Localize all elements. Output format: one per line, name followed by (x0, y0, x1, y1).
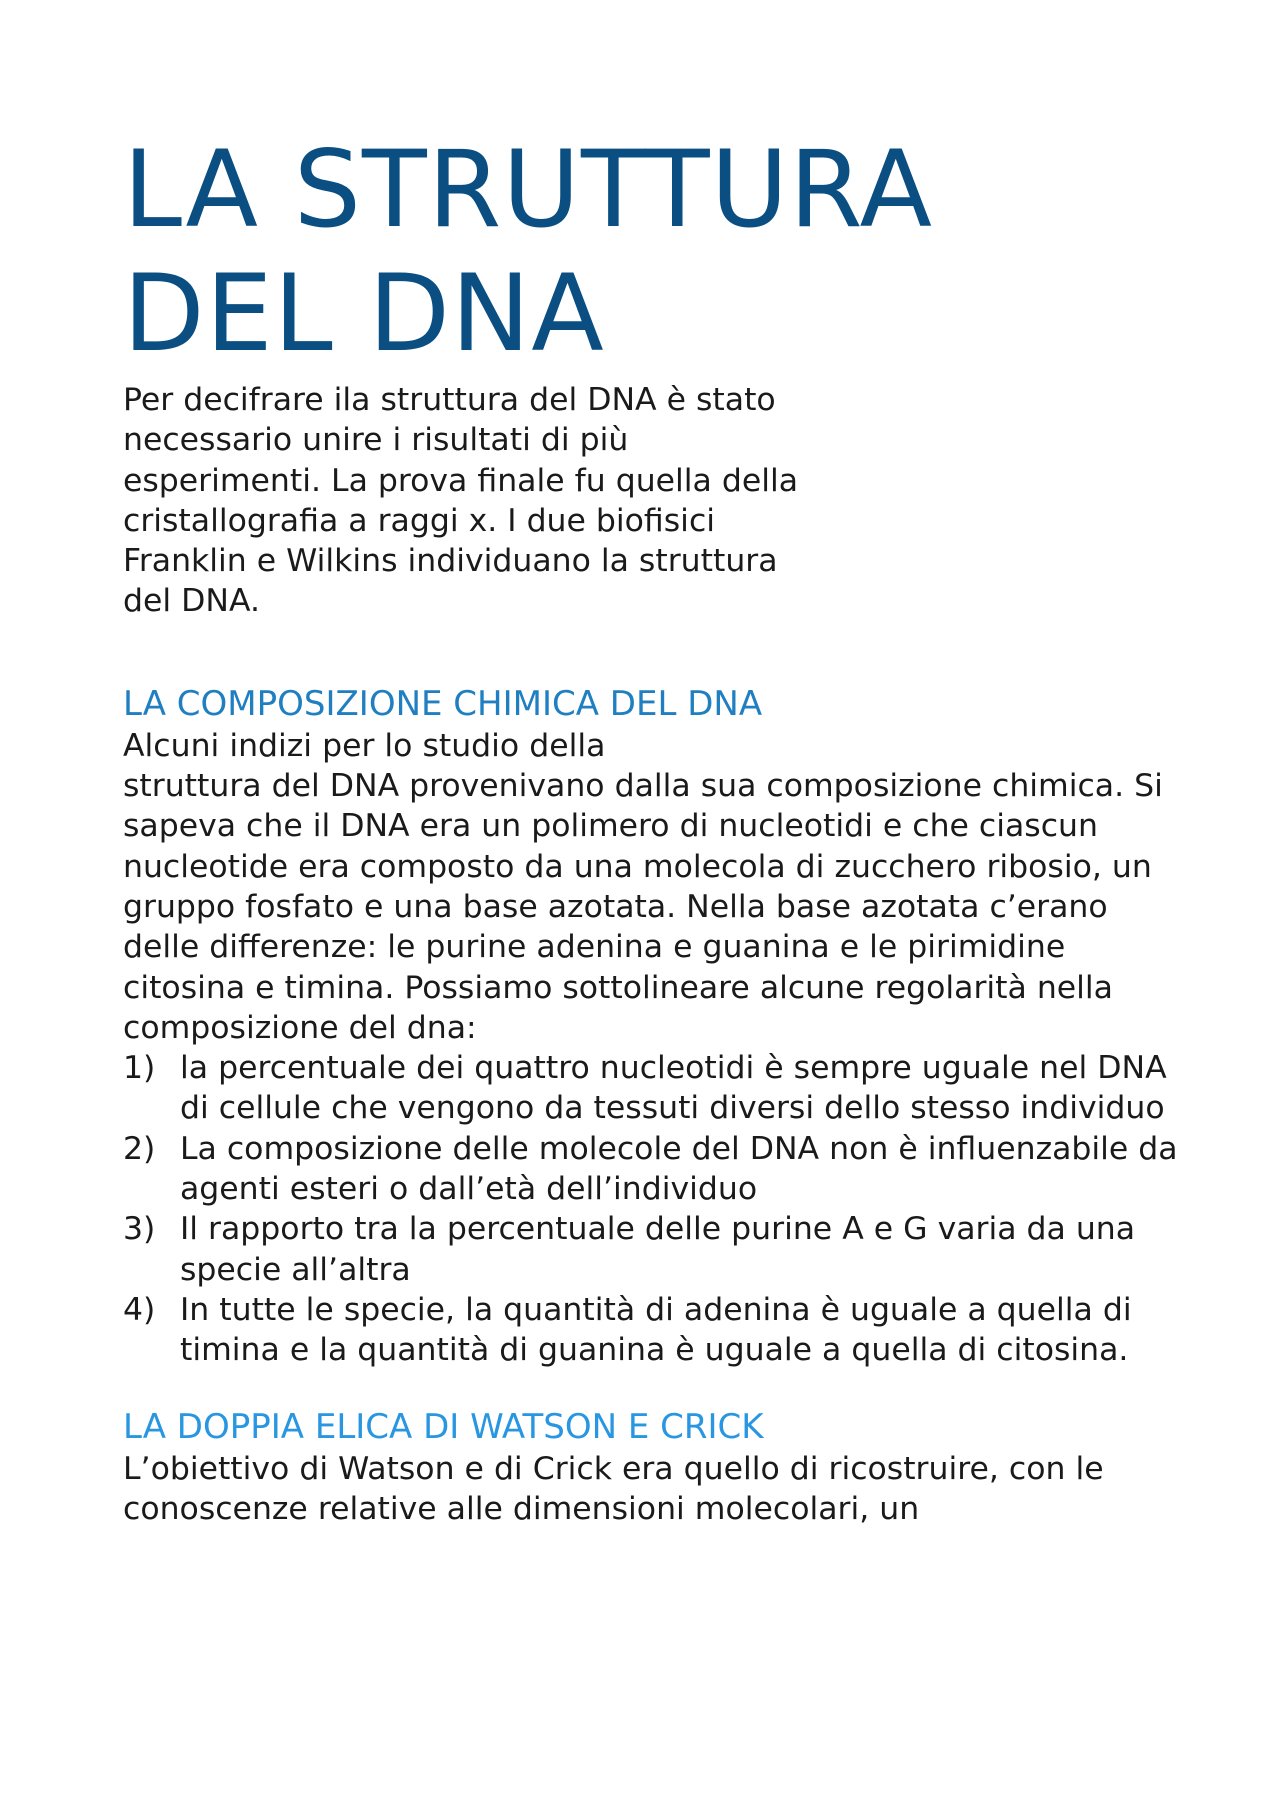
paragraph-first-line: Alcuni indizi per lo studio della (123, 727, 606, 764)
document-title (123, 128, 1183, 376)
list-item-text: Il rapporto tra la percentuale delle purine A e G varia da una specie all’altra (180, 1211, 1136, 1288)
document-page (123, 128, 1183, 1529)
list-item (123, 1129, 1183, 1210)
title-line-1: LA STRUTTURA (123, 128, 934, 251)
double-helix-paragraph: L’obiettivo di Watson e di Crick era quello di ricostruire, con le conoscenze relative alle dimensioni molecolari, un (123, 1450, 1104, 1527)
list-item-text: la percentuale dei quattro nucleotidi è sempre uguale nel DNA di cellule che vengono da tessuti diversi dello stesso individuo (180, 1050, 1167, 1127)
intro-paragraph: Per decifrare ila struttura del DNA è stato necessario unire i risultati di più esperimenti. La prova finale fu quella della cristallografia a raggi x. I due biofisici Franklin e Wilkins individuano la struttura del DNA. (123, 382, 799, 620)
list-item-number: 3) (123, 1211, 156, 1248)
paragraph-rest: struttura del DNA provenivano dalla sua composizione chimica. Si sapeva che il DNA era un polimero di nucleotidi e che ciascun nucleotide era composto da una molecola di zucchero ribosio, un gruppo fosfato e una base azotata. Nella base azotata c’erano delle differenze: le purine adenina e guanina e le pirimidine citosina e timina. Possiamo sottolineare alcune regolarità nella composizione del dna: (123, 768, 1163, 1046)
list-item-text: In tutte le specie, la quantità di adenina è uguale a quella di timina e la quantità di guanina è uguale a quella di citosina. (180, 1291, 1132, 1369)
title-line-2: DEL DNA (123, 252, 605, 375)
regularities-list (123, 1048, 1183, 1370)
list-item (123, 1290, 1183, 1371)
list-item-text: La composizione delle molecole del DNA non è influenzabile da agenti esteri o dall’età dell’individuo (180, 1130, 1178, 1208)
list-item (123, 1048, 1183, 1129)
list-item (123, 1209, 1183, 1290)
chemical-composition-paragraph (123, 726, 1183, 1048)
list-item-number: 1) (123, 1050, 156, 1087)
list-item-number: 2) (123, 1130, 156, 1167)
list-item-number: 4) (123, 1291, 156, 1328)
section-heading-chemical-composition: LA COMPOSIZIONE CHIMICA DEL DNA (123, 683, 763, 724)
section-heading-double-helix: LA DOPPIA ELICA DI WATSON E CRICK (123, 1406, 764, 1447)
